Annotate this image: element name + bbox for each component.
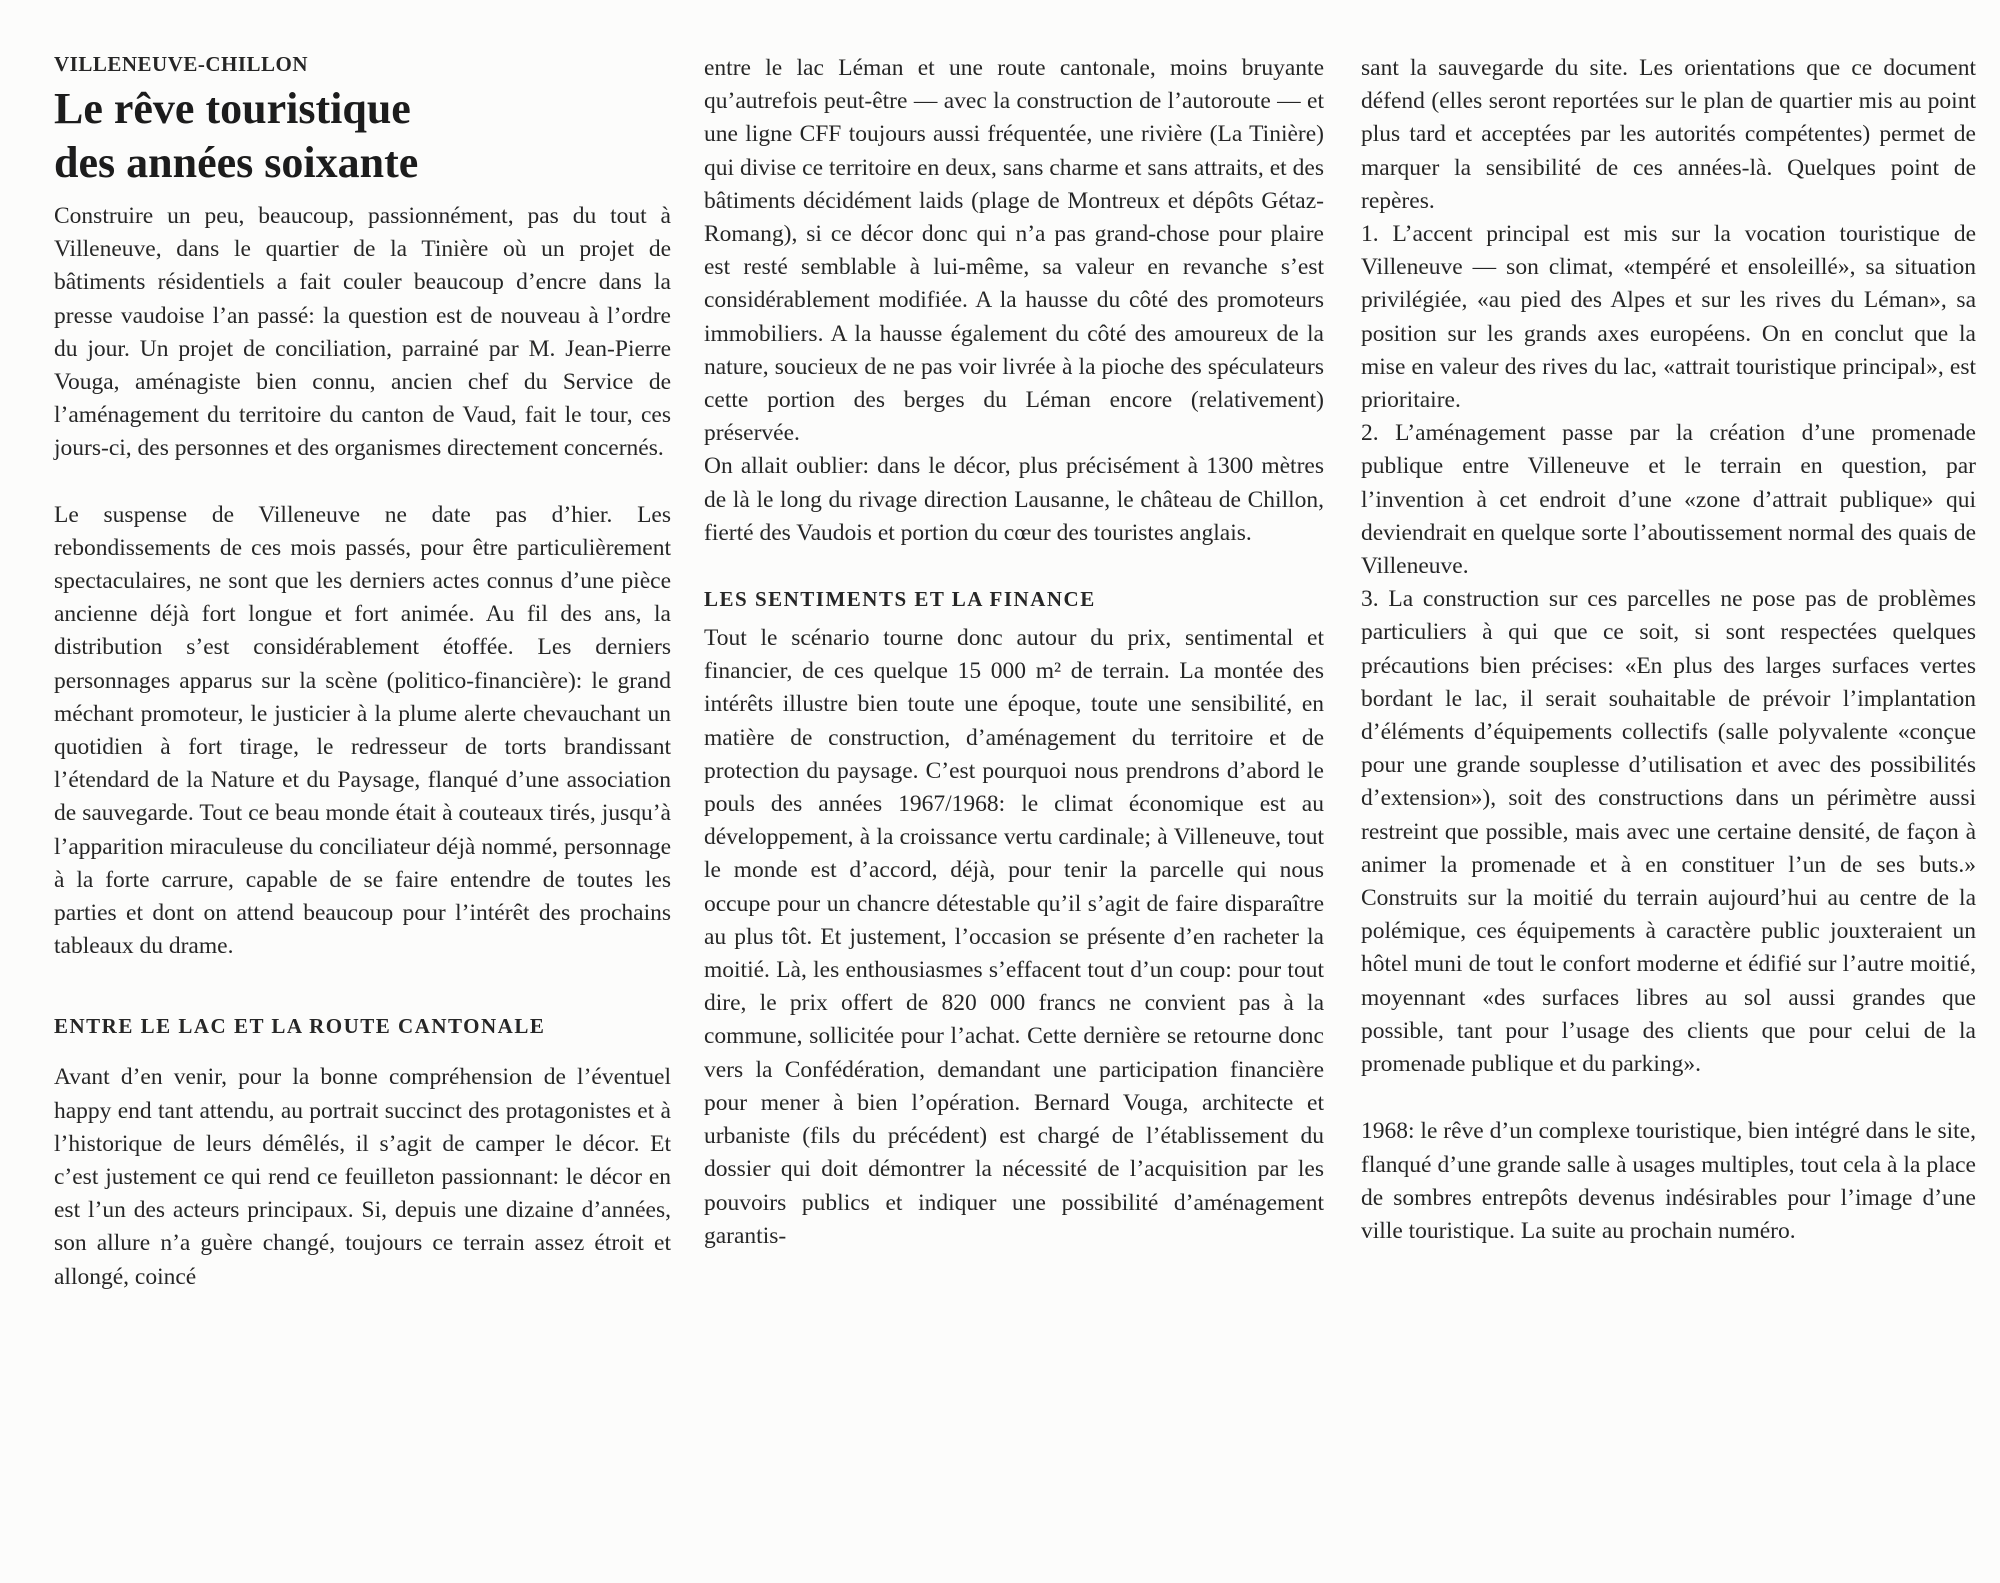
closing-paragraph: 1968: le rêve d’un complexe touristique, bien intégré dans le site, flanqué d’une grande salle à usages multiples, tout cela à la place de sombres entrepôts devenus indésirables pour l’image d’une ville touristique. La suite au prochain numéro. [1361, 1118, 1976, 1244]
list-item: 1. L’accent principal est mis sur la vocation touristique de Villeneuve — son climat, «tempéré et ensoleillé», sa situation privilégiée, «au pied des Alpes et sur les rives du Léman», sa position sur les grands axes européens. On en conclut que la mise en valeur des rives du lac, «attrait touristique principal», est prioritaire. [1361, 221, 1976, 414]
body-paragraph: On allait oublier: dans le décor, plus précisément à 1300 mètres de là le long du rivage direction Lausanne, le château de Chillon, fierté des Vaudois et portion du cœur des touristes anglais. [704, 453, 1324, 546]
body-paragraph-flow-cont: sant la sauvegarde du site. Les orientations que ce document défend (elles seront reportées sur le plan de quartier mis au point plus tard et acceptées par les autorités compétentes) permet de marquer la sensibilité de ces années-là. Quelques point de repères. [1361, 55, 1976, 214]
column-3 [1361, 52, 1976, 1248]
article-title [54, 82, 671, 190]
list-item: 2. L’aménagement passe par la création d’une promenade publique entre Villeneuve et le terrain en question, par l’invention à cet endroit d’une «zone d’attrait publique» qui deviendrait en quelque sorte l’aboutissement normal des quais de Villeneuve. [1361, 420, 1976, 580]
column-1 [54, 52, 671, 1294]
section-heading: LES SENTIMENTS ET LA FINANCE [704, 587, 1096, 612]
column-2 [704, 52, 1324, 1253]
body-paragraph-flow: Avant d’en venir, pour la bonne compréhension de l’éventuel happy end tant attendu, au portrait succinct des protagonistes et à l’historique de leurs démêlés, il s’agit de camper le décor. Et c’est justement ce qui rend ce feuilleton passionnant: le décor en est l’un des acteurs principaux. Si, depuis une dizaine d’années, son allure n’a guère changé, toujours ce terrain assez étroit et allongé, coincé [54, 1064, 671, 1290]
list-item: 3. La construction sur ces parcelles ne pose pas de problèmes particuliers à qui que ce soit, si sont respectées quelques précautions bien précises: «En plus des larges surfaces vertes bordant le lac, il serait souhaitable de prévoir l’implantation d’éléments d’équipements collectifs (salle polyvalente «conçue pour une grande souplesse d’utilisation et avec des possibilités d’extension»), soit des constructions dans un périmètre aussi restreint que possible, mais avec une certaine densité, de façon à animer la promenade et à en constituer l’un de ses buts.» Construits sur la moitié du terrain aujourd’hui au centre de la polémique, ces équipements à caractère public jouxteraient un hôtel muni de tout le confort moderne et édifié sur l’autre moitié, moyennant «des surfaces libres au sol aussi grandes que possible, tant pour l’usage des clients que pour celui de la promenade publique et du parking». [1361, 586, 1976, 1078]
body-paragraph: Le suspense de Villeneuve ne date pas d’hier. Les rebondissements de ces mois passés, pour être particulièrement spectaculaires, ne sont que les derniers actes connus d’une pièce ancienne déjà fort longue et fort animée. Au fil des ans, la distribution s’est considérablement étoffée. Les derniers personnages apparus sur la scène (politico-financière): le grand méchant promoteur, le justicier à la plume alerte chevauchant un quotidien à fort tirage, le redresseur de torts brandissant l’étendard de la Nature et du Paysage, flanqué d’une association de sauvegarde. Tout ce beau monde était à couteaux tirés, jusqu’à l’apparition miraculeuse du conciliateur déjà nommé, personnage à la forte carrure, capable de se faire entendre de toutes les parties et dont on attend beaucoup pour l’intérêt des prochains tableaux du drame. [54, 501, 671, 960]
intro-paragraph: Construire un peu, beaucoup, passionnément, pas du tout à Villeneuve, dans le quartier de la Tinière où un projet de bâtiments résidentiels a fait couler beaucoup d’encre dans la presse vaudoise l’an passé: la question est de nouveau à l’ordre du jour. Un projet de conciliation, parrainé par M. Jean-Pierre Vouga, aménagiste bien connu, ancien chef du Service de l’aménagement du territoire du canton de Vaud, fait le tour, ces jours-ci, des personnes et des organismes directement concernés. [54, 203, 671, 462]
title-line-1: Le rêve touristique [54, 84, 411, 133]
title-line-2: des années soixante [54, 138, 419, 187]
body-paragraph-flow-cont: entre le lac Léman et une route cantonale, moins bruyante qu’autrefois peut-être — avec la construction de l’autoroute — et une ligne CFF toujours aussi fréquentée, une rivière (La Tinière) qui divise ce territoire en deux, sans charme et sans attraits, et des bâtiments décidément laids (plage de Montreux et dépôts Gétaz-Romang), si ce décor donc qui n’a pas grand-chose pour plaire est resté semblable à lui-même, sa valeur en revanche s’est considérablement modifiée. A la hausse du côté des promoteurs immobiliers. A la hausse également du côté des amoureux de la nature, soucieux de ne pas voir livrée à la pioche des spéculateurs cette portion des berges du Léman encore (relativement) préservée. [704, 55, 1324, 447]
body-paragraph-flow: Tout le scénario tourne donc autour du prix, sentimental et financier, de ces quelque 15 000 m² de terrain. La montée des intérêts illustre bien toute une époque, toute une sensibilité, en matière de construction, d’aménagement du territoire et de protection du paysage. C’est pourquoi nous prendrons d’abord le pouls des années 1967/1968: le climat économique est au développement, à la croissance vertu cardinale; à Villeneuve, tout le monde est d’accord, déjà, pour tenir la parcelle qui nous occupe pour un chancre détestable qu’il s’agit de faire disparaître au plus tôt. Et justement, l’occasion se présente d’en racheter la moitié. Là, les enthousiasmes s’effacent tout d’un coup: pour tout dire, le prix offert de 820 000 francs ne convient pas à la commune, sollicitée pour l’achat. Cette dernière se retourne donc vers la Confédération, demandant une participation financière pour mener à bien l’opération. Bernard Vouga, architecte et urbaniste (fils du précédent) est chargé de l’établissement du dossier qui doit démontrer la nécessité de l’acquisition par les pouvoirs publics et indiquer une possibilité d’aménagement garantis- [704, 625, 1324, 1249]
article-kicker: VILLENEUVE-CHILLON [54, 52, 309, 76]
section-heading: ENTRE LE LAC ET LA ROUTE CANTONALE [54, 1014, 546, 1039]
